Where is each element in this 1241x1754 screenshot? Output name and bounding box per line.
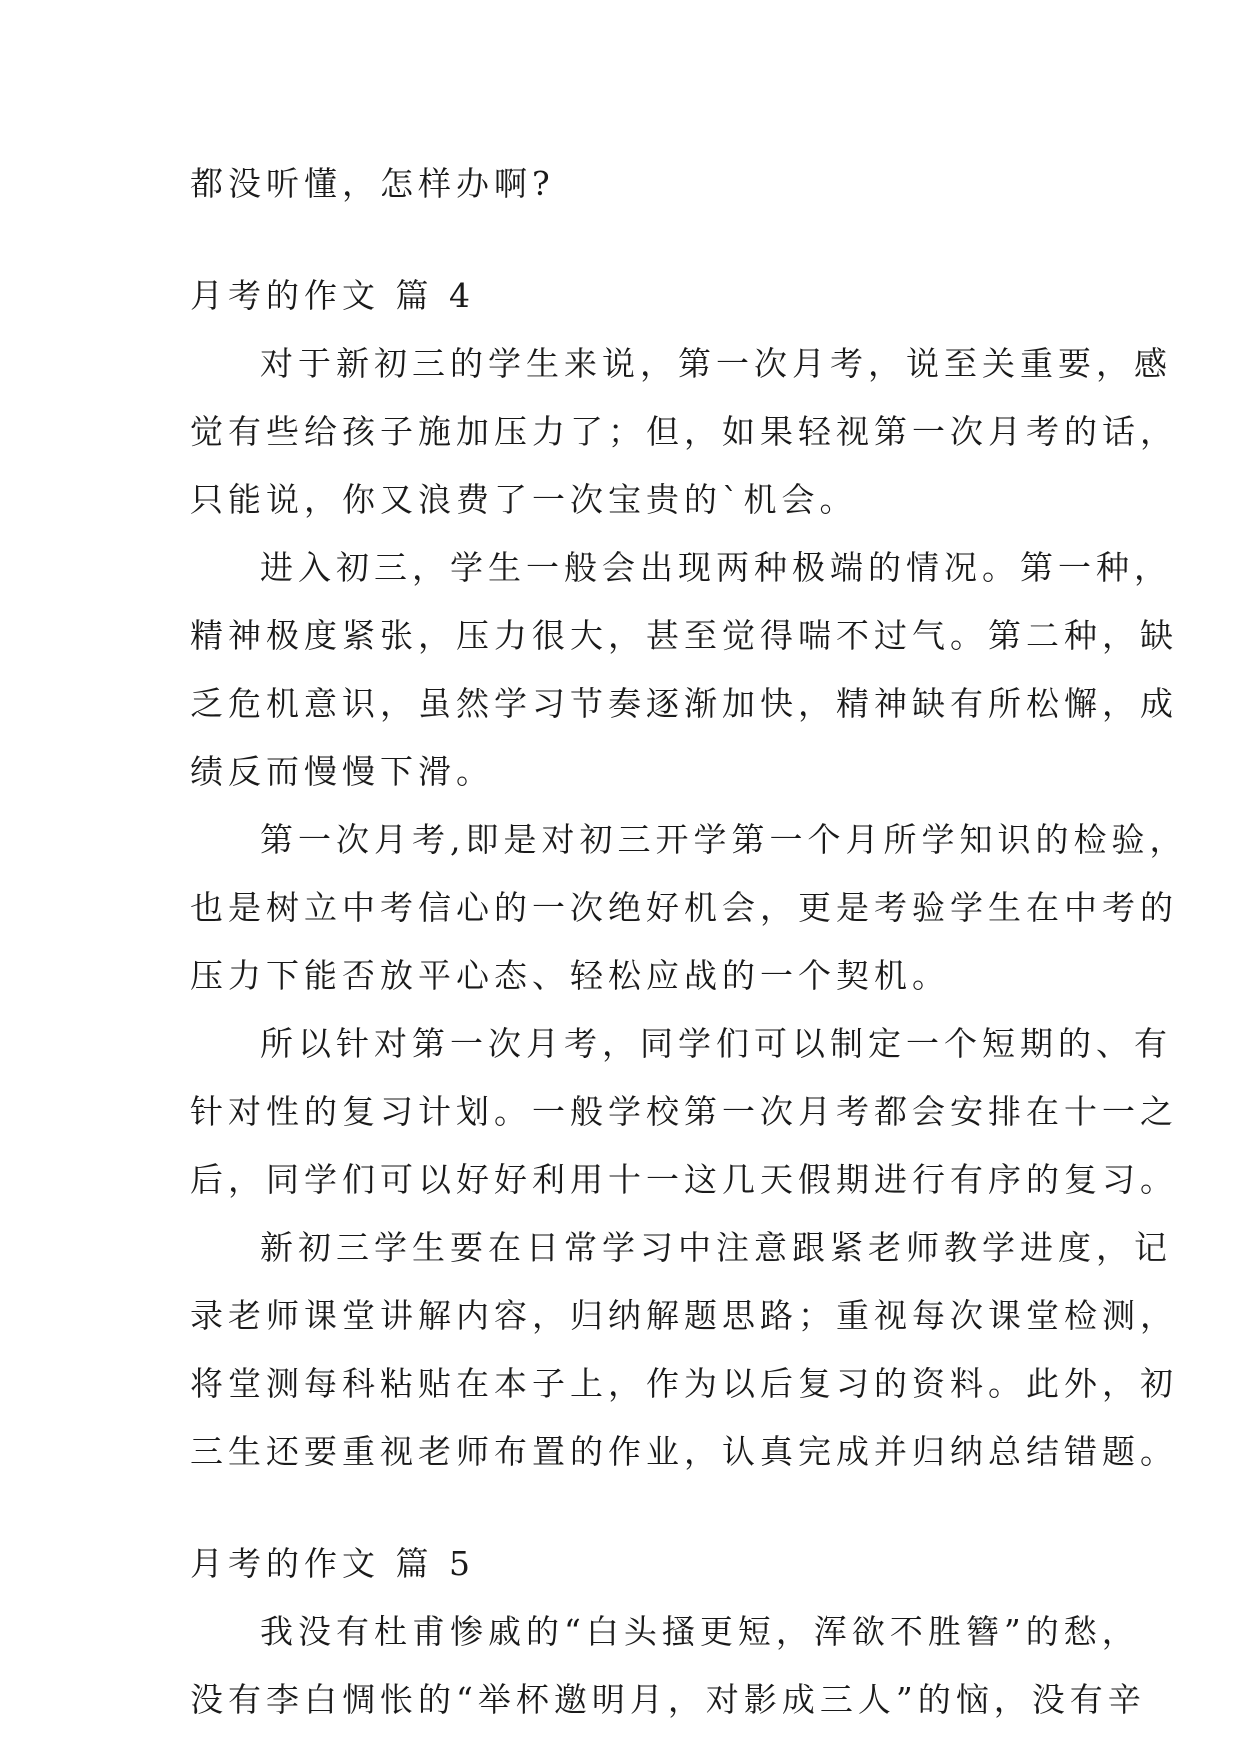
paragraph-line: 将堂测每科粘贴在本子上，作为以后复习的资料。此外，初 <box>190 1364 1178 1403</box>
paragraph-line: 没有李白惆怅的“举杯邀明月，对影成三人”的恼，没有辛 <box>190 1680 1146 1719</box>
paragraph-line: 第一次月考,即是对初三开学第一个月所学知识的检验， <box>260 820 1188 859</box>
paragraph-line: 所以针对第一次月考，同学们可以制定一个短期的、有 <box>260 1024 1172 1063</box>
paragraph-line: 只能说，你又浪费了一次宝贵的`机会。 <box>190 480 858 519</box>
paragraph-line: 录老师课堂讲解内容，归纳解题思路；重视每次课堂检测， <box>190 1296 1178 1335</box>
section-heading-5: 月考的作文 篇 5 <box>190 1544 475 1583</box>
paragraph-line: 压力下能否放平心态、轻松应战的一个契机。 <box>190 956 950 995</box>
paragraph-line: 新初三学生要在日常学习中注意跟紧老师教学进度，记 <box>260 1228 1172 1267</box>
paragraph-line: 进入初三，学生一般会出现两种极端的情况。第一种， <box>260 548 1172 587</box>
paragraph-line: 我没有杜甫惨戚的“白头搔更短，浑欲不胜簪”的愁， <box>260 1612 1140 1651</box>
paragraph-line: 乏危机意识，虽然学习节奏逐渐加快，精神缺有所松懈，成 <box>190 684 1178 723</box>
paragraph-line: 针对性的复习计划。一般学校第一次月考都会安排在十一之 <box>190 1092 1178 1131</box>
paragraph-line: 也是树立中考信心的一次绝好机会，更是考验学生在中考的 <box>190 888 1178 927</box>
document-page <box>190 150 1188 1734</box>
paragraph-line: 觉有些给孩子施加压力了；但，如果轻视第一次月考的话， <box>190 412 1178 451</box>
paragraph-line: 精神极度紧张，压力很大，甚至觉得喘不过气。第二种，缺 <box>190 616 1178 655</box>
paragraph-line: 后，同学们可以好好利用十一这几天假期进行有序的复习。 <box>190 1160 1178 1199</box>
paragraph-line: 绩反而慢慢下滑。 <box>190 752 494 791</box>
paragraph-line: 三生还要重视老师布置的作业，认真完成并归纳总结错题。 <box>190 1432 1178 1471</box>
section-heading-4: 月考的作文 篇 4 <box>190 276 475 315</box>
paragraph-line: 都没听懂，怎样办啊? <box>190 164 555 203</box>
paragraph-line: 对于新初三的学生来说，第一次月考，说至关重要，感 <box>260 344 1172 383</box>
